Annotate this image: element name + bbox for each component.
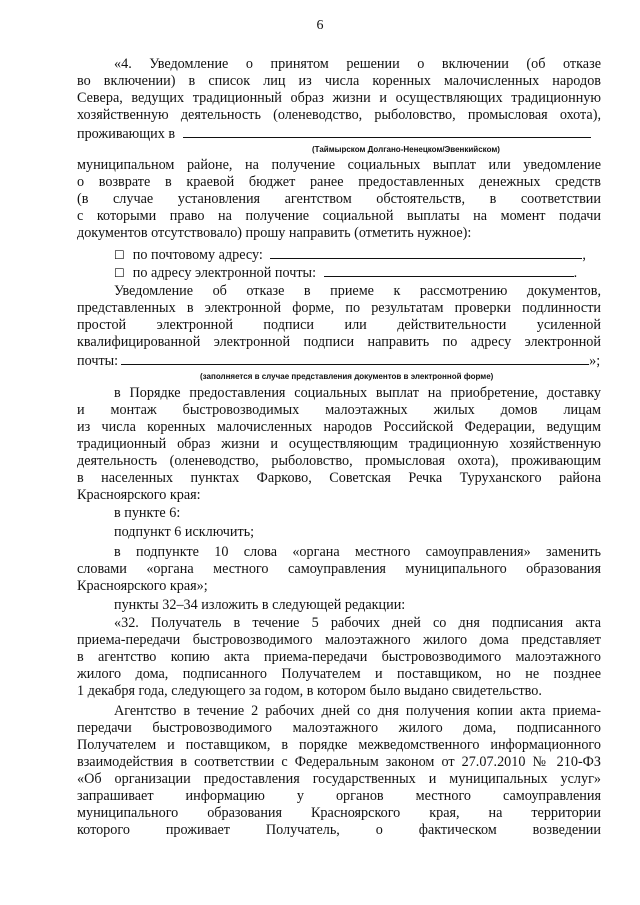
- text-line: Севера, ведущих традиционный образ жизни и осуществляющих традиционную: [77, 90, 601, 106]
- email-notice-blank[interactable]: [121, 351, 589, 365]
- page-number: 6: [316, 18, 324, 33]
- text-line: жилого дома, подписанного Получателем и поставщиком, но не позднее: [77, 666, 601, 682]
- text-line: [77, 124, 601, 143]
- email-address-blank[interactable]: [324, 263, 574, 277]
- text-line: в населенных пунктах Фарково, Советская Речка Туруханского района: [77, 470, 601, 486]
- text-fragment: проживающих в: [77, 126, 176, 142]
- text-line: документов отсутствовало) прошу направить (отметить нужное):: [77, 225, 472, 241]
- text-line: представленных в электронной форме, по результатам проверки подлинности: [77, 300, 601, 316]
- text-line: и монтаж быстровозводимых малоэтажных жилых домов лицам: [77, 402, 601, 418]
- text-line: запрашивает информацию у органов местного самоуправления: [77, 788, 601, 804]
- text-line: Уведомление об отказе в приеме к рассмотрению документов,: [114, 283, 601, 299]
- text-line: пункты 32–34 изложить в следующей редакции:: [114, 597, 406, 613]
- district-blank: [183, 124, 591, 138]
- text-line: в агентство копию акта приема-передачи быстровозводимого малоэтажного: [77, 649, 601, 665]
- option-label: по почтовому адресу:: [132, 247, 263, 263]
- checkbox-icon[interactable]: ☐: [114, 248, 125, 262]
- checkbox-icon[interactable]: ☐: [114, 266, 125, 280]
- text-line: приема-передачи быстровозводимого малоэтажного жилого дома представляет: [77, 632, 601, 648]
- text-line: в подпункте 10 слова «органа местного самоуправления» заменить: [114, 544, 601, 560]
- text-line: в пункте 6:: [114, 505, 181, 521]
- text-line: муниципального образования Красноярского края, на территории: [77, 805, 601, 821]
- text-line: «32. Получатель в течение 5 рабочих дней со дня подписания акта: [114, 615, 601, 631]
- text-line: во включении) в список лиц из числа коренных малочисленных народов: [77, 73, 601, 89]
- text-line: (в случае установления агентством обстоятельств, в соответствии: [77, 191, 601, 207]
- text-line: которого проживает Получатель, о фактическом возведении: [77, 822, 601, 838]
- text-line: Получателем и поставщиком, в порядке межведомственного информационного: [77, 737, 601, 753]
- note-district: (Таймырском Долгано-Ненецком/Эвенкийском): [312, 145, 500, 154]
- option-label: по адресу электронной почты:: [132, 265, 317, 281]
- text-line: взаимодействия в соответствии с Федеральным законом от 27.07.2010 № 210-ФЗ: [77, 754, 601, 770]
- text-line: с которыми право на получение социальной выплаты на момент подачи: [77, 208, 601, 224]
- text-line: из числа коренных малочисленных народов Российской Федерации, ведущим: [77, 419, 601, 435]
- text-line: словами «органа местного самоуправления муниципального образования: [77, 561, 601, 577]
- text-line: хозяйственную деятельность (оленеводство, рыболовство, промысловая охота),: [77, 107, 601, 123]
- note-email: (заполняется в случае представления документов в электронной форме): [200, 372, 494, 381]
- postal-address-blank[interactable]: [270, 245, 582, 259]
- text-fragment: .: [573, 265, 578, 281]
- text-line: «Об организации предоставления государственных и муниципальных услуг»: [77, 771, 601, 787]
- text-fragment: почты:: [77, 353, 119, 369]
- text-fragment: ,: [582, 247, 586, 263]
- option-email: [114, 263, 601, 282]
- text-line: деятельность (оленеводство, рыболовство, промысловая охота), проживающим: [77, 453, 601, 469]
- text-line: муниципальном районе, на получение социальных выплат или уведомление: [77, 157, 601, 173]
- text-line: Красноярского края»;: [77, 578, 208, 594]
- text-line: передачи быстровозводимого малоэтажного жилого дома, подписанного: [77, 720, 601, 736]
- text-line: о возврате в краевой бюджет ранее предоставленных денежных средств: [77, 174, 601, 190]
- text-line: Агентство в течение 2 рабочих дней со дня получения копии акта приема-: [114, 703, 601, 719]
- option-postal: [114, 245, 601, 264]
- text-line: Красноярского края:: [77, 487, 201, 503]
- text-line: простой электронной подписи или действительности усиленной: [77, 317, 601, 333]
- text-fragment: »;: [589, 353, 601, 369]
- text-line: подпункт 6 исключить;: [114, 524, 255, 540]
- text-line: 1 декабря года, следующего за годом, в котором было выдано свидетельство.: [77, 683, 542, 699]
- text-line: «4. Уведомление о принятом решении о включении (об отказе: [114, 56, 601, 72]
- text-line: квалифицированной электронной подписи направить по адресу электронной: [77, 334, 601, 350]
- text-line: в Порядке предоставления социальных выплат на приобретение, доставку: [114, 385, 601, 401]
- text-line: [77, 351, 601, 370]
- text-line: традиционный образ жизни и осуществляющим традиционную хозяйственную: [77, 436, 601, 452]
